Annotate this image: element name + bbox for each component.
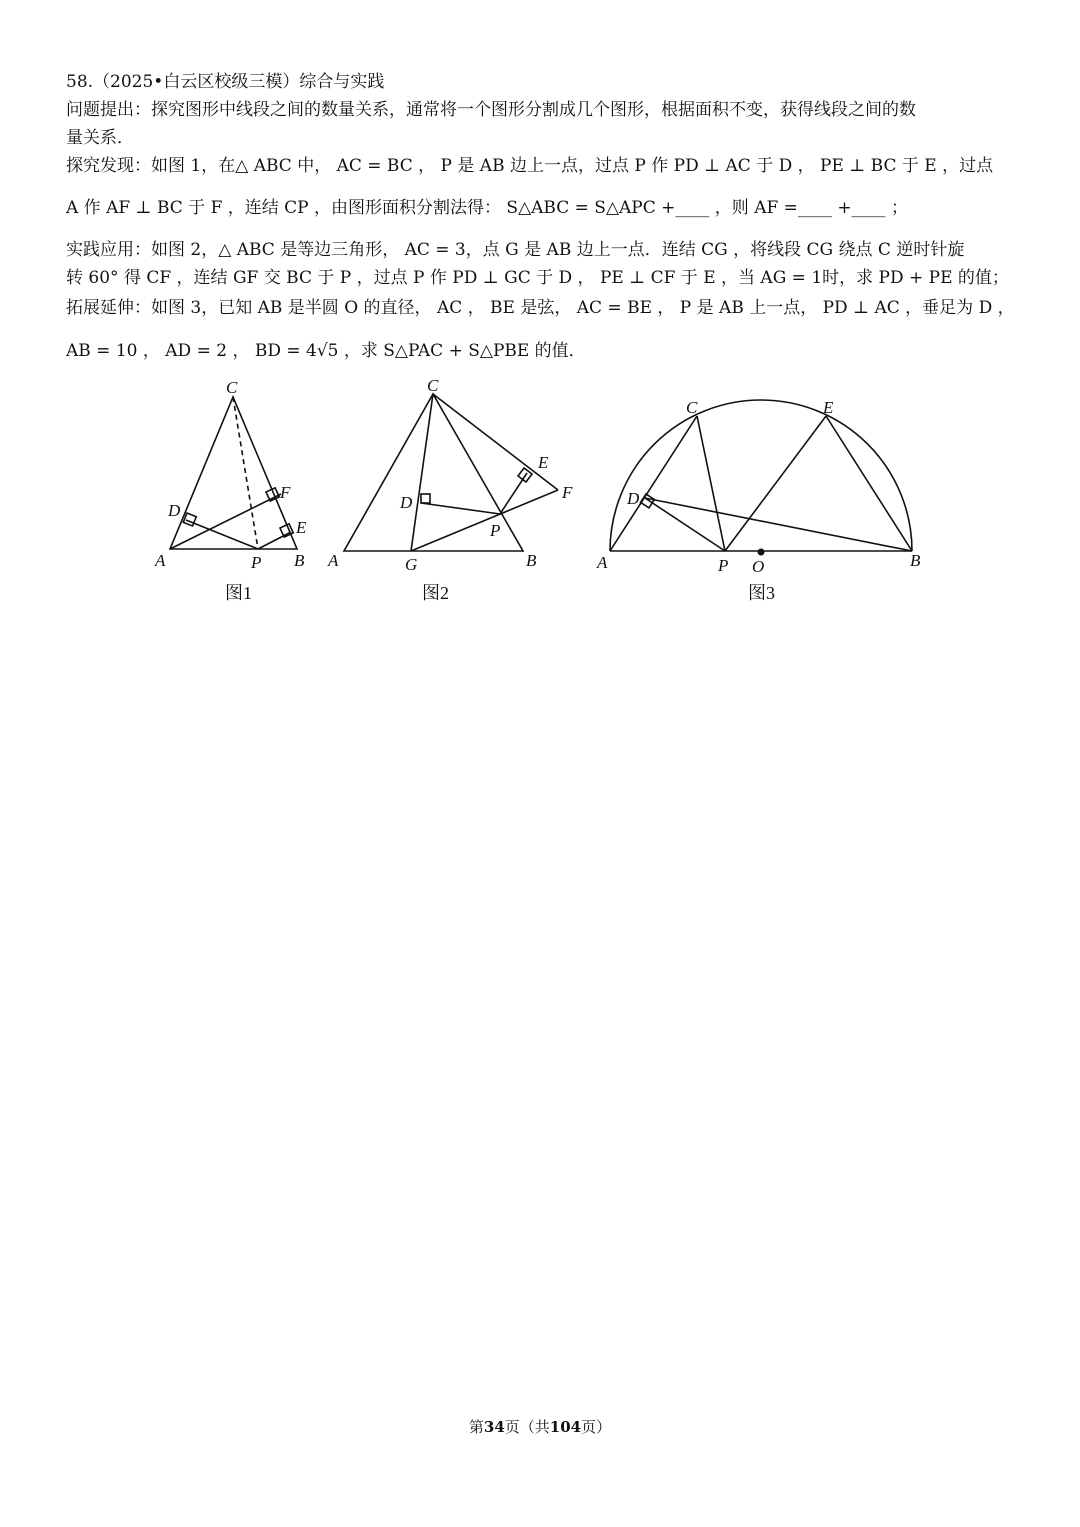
fig1-label-f: F xyxy=(280,483,291,502)
fig3-label-d: D xyxy=(627,489,640,508)
fig2-label-b: B xyxy=(526,551,537,570)
fig1-label-p: P xyxy=(251,553,262,572)
fig2-right-angle-d xyxy=(421,494,430,503)
fig1-segment-cp xyxy=(233,397,258,549)
figure-3 xyxy=(610,400,912,551)
fig3-label-b: B xyxy=(910,551,921,570)
fig3-segment-cp xyxy=(697,416,725,551)
fig1-right-angle-f xyxy=(266,488,279,501)
fig3-label-o: O xyxy=(752,557,765,576)
fig1-segment-pd xyxy=(186,520,258,549)
problem-intro-cont: 量关系． xyxy=(66,128,134,148)
fig1-caption: 图1 xyxy=(225,583,252,603)
fig2-segment-pd xyxy=(421,503,500,514)
fig3-chord-be xyxy=(826,416,912,551)
fig3-caption: 图3 xyxy=(748,583,775,603)
fig3-semicircle xyxy=(610,400,912,551)
problem-intro: 问题提出：探究图形中线段之间的数量关系，通常将一个图形分割成几个图形，根据面积不变，获得线段之间的数 xyxy=(66,100,916,120)
fig1-label-c: C xyxy=(226,378,238,397)
fig1-label-a: A xyxy=(155,551,166,570)
part-extension: 拓展延伸：如图 3，已知 AB 是半圆 O 的直径， AC ， BE 是弦， AC = BE ， P 是 AB 上一点， PD ⊥ AC ，垂足为 D ， xyxy=(66,298,1015,318)
figure-1 xyxy=(170,397,297,549)
fig2-label-f: F xyxy=(562,483,573,502)
fig2-segment-gf xyxy=(411,490,558,551)
fig3-label-c: C xyxy=(686,398,698,417)
part-application: 实践应用：如图 2，△ ABC 是等边三角形， AC = 3，点 G 是 AB 边上一点．连结 CG ，将线段 CG 绕点 C 逆时针旋 xyxy=(66,240,965,260)
footer-prefix: 第 xyxy=(468,1418,484,1436)
footer-middle: 页（共 xyxy=(504,1418,550,1436)
footer-total-pages: 104 xyxy=(549,1418,582,1436)
problem-header: 58.（2025•白云区校级三模）综合与实践 xyxy=(66,72,385,92)
part-application-cont: 转 60° 得 CF ，连结 GF 交 BC 于 P ，过点 P 作 PD ⊥ GC 于 D ， PE ⊥ CF 于 E ，当 AG = 1时，求 PD + PE 的值； xyxy=(66,268,1009,288)
footer-suffix: 页） xyxy=(581,1418,612,1436)
fig3-label-p: P xyxy=(718,556,729,575)
part-discovery-cont: A 作 AF ⊥ BC 于 F ，连结 CP ，由图形面积分割法得： S△ABC = S△APC +____ ，则 AF =____ +____ ； xyxy=(66,198,908,218)
fig2-segment-cg xyxy=(411,394,433,551)
fig2-label-p: P xyxy=(490,521,501,540)
fig1-triangle-abc xyxy=(170,397,297,549)
page-footer xyxy=(0,1417,1080,1437)
fig2-label-c: C xyxy=(427,376,439,395)
fig3-chord-ac xyxy=(610,416,697,551)
fig2-segment-cf xyxy=(433,394,558,490)
figure-2 xyxy=(344,394,558,551)
fig2-label-g: G xyxy=(405,555,418,574)
fig2-label-e: E xyxy=(538,453,549,472)
fig3-label-a: A xyxy=(597,553,608,572)
fig1-segment-af xyxy=(170,494,281,549)
footer-page-number: 34 xyxy=(483,1418,505,1436)
fig2-caption: 图2 xyxy=(422,583,449,603)
part-extension-cont: AB = 10 ， AD = 2 ， BD = 4√5 ，求 S△PAC + S△PBE 的值． xyxy=(66,341,586,361)
figures-area xyxy=(150,372,950,612)
fig3-center-point xyxy=(758,549,765,556)
fig2-label-d: D xyxy=(400,493,413,512)
fig1-label-e: E xyxy=(296,518,307,537)
fig1-label-d: D xyxy=(168,501,181,520)
fig1-label-b: B xyxy=(294,551,305,570)
part-discovery: 探究发现：如图 1，在△ ABC 中， AC = BC ， P 是 AB 边上一点，过点 P 作 PD ⊥ AC 于 D ， PE ⊥ BC 于 E ，过点 xyxy=(66,156,994,176)
fig3-label-e: E xyxy=(823,398,834,417)
fig2-label-a: A xyxy=(328,551,339,570)
fig1-segment-pe xyxy=(258,532,291,549)
